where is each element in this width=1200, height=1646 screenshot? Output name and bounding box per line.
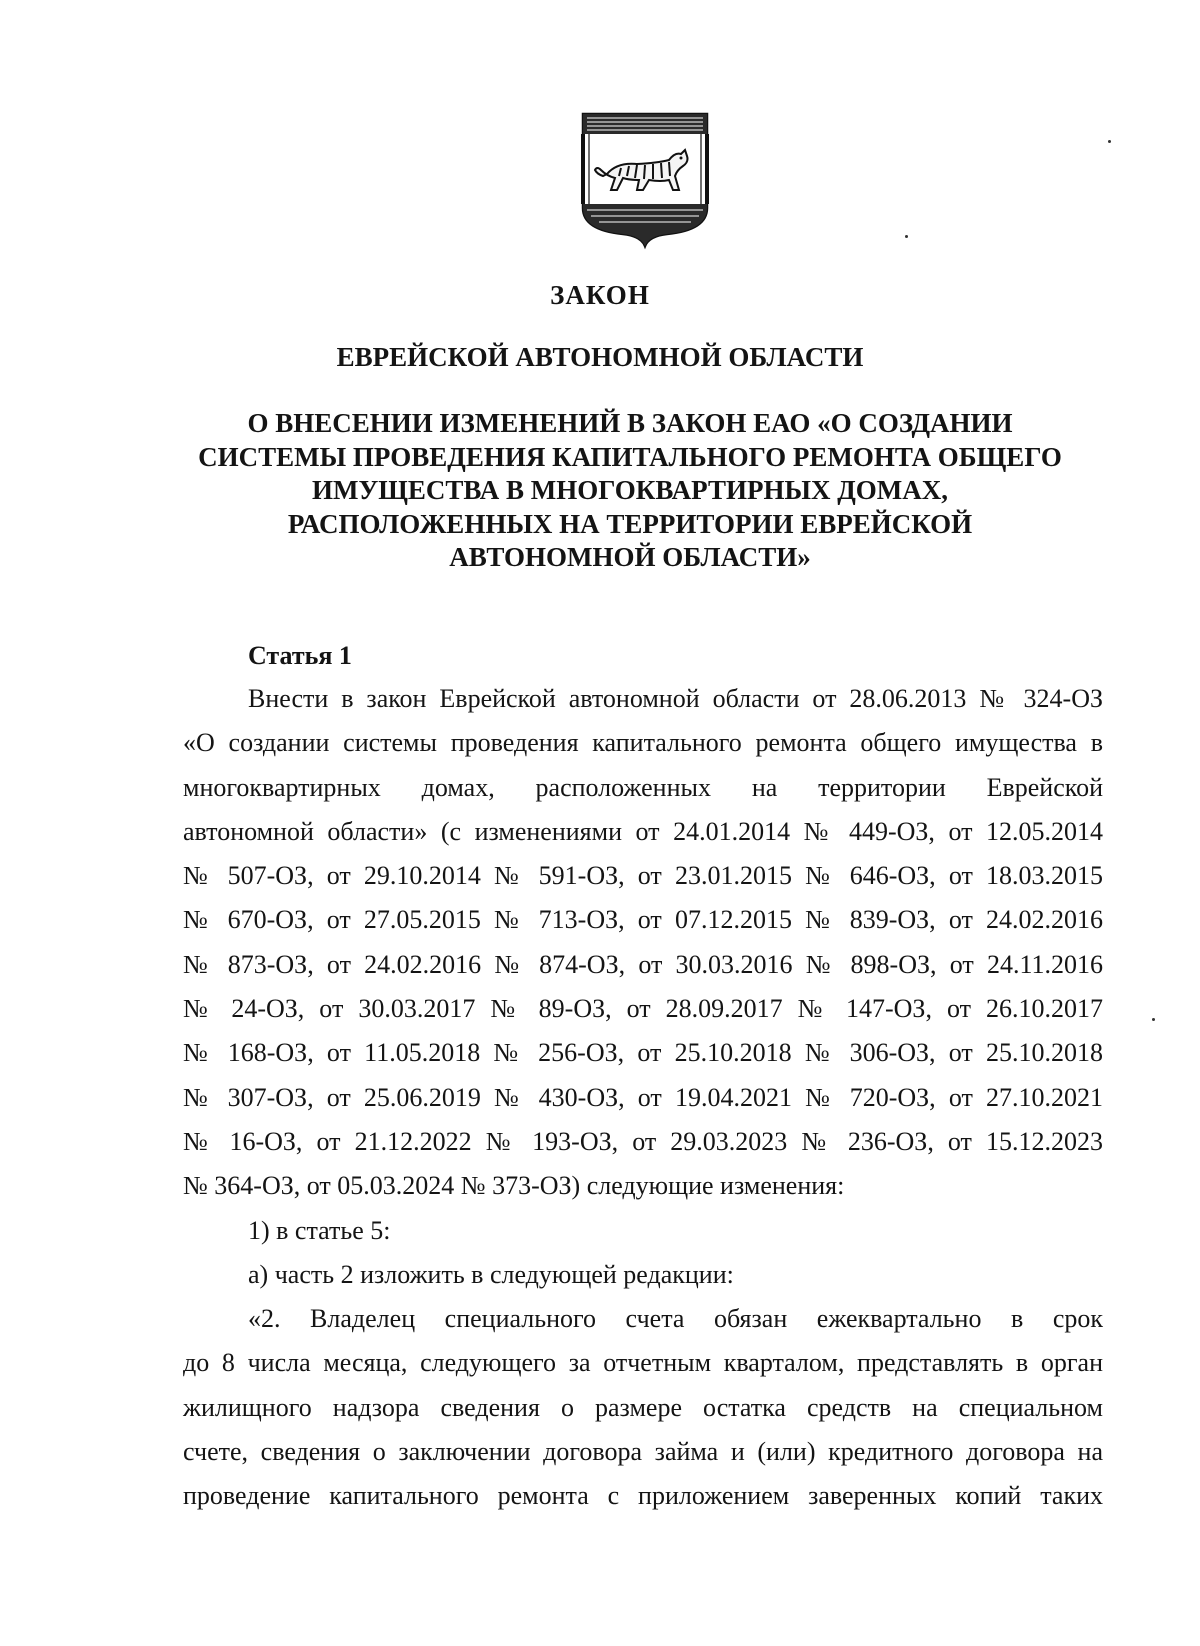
scan-speck	[905, 235, 908, 238]
paragraph-line: № 873-ОЗ, от 24.02.2016 № 874-ОЗ, от 30.03.2016 № 898-ОЗ, от 24.11.2016	[183, 949, 1103, 979]
region-heading: ЕВРЕЙСКОЙ АВТОНОМНОЙ ОБЛАСТИ	[336, 342, 864, 372]
quote-line: «2. Владелец специального счета обязан ежеквартально в срок	[248, 1304, 1103, 1334]
scan-speck	[1108, 140, 1111, 143]
quote-line: счете, сведения о заключении договора займа и (или) кредитного договора на	[183, 1437, 1103, 1467]
article-body	[183, 677, 1103, 1519]
law-title-line: АВТОНОМНОЙ ОБЛАСТИ»	[449, 542, 811, 572]
quote-line: жилищного надзора сведения о размере остатка средств на специальном	[183, 1392, 1103, 1422]
list-item: а) часть 2 изложить в следующей редакции:	[248, 1259, 734, 1289]
paragraph-line: № 670-ОЗ, от 27.05.2015 № 713-ОЗ, от 07.12.2015 № 839-ОЗ, от 24.02.2016	[183, 905, 1103, 935]
paragraph-line: № 307-ОЗ, от 25.06.2019 № 430-ОЗ, от 19.04.2021 № 720-ОЗ, от 27.10.2021	[183, 1082, 1103, 1112]
list-item: 1) в статье 5:	[248, 1215, 391, 1245]
law-title-line: О ВНЕСЕНИИ ИЗМЕНЕНИЙ В ЗАКОН ЕАО «О СОЗДАНИИ	[247, 408, 1013, 438]
paragraph-line: многоквартирных домах, расположенных на территории Еврейской	[183, 772, 1103, 802]
paragraph-line: № 168-ОЗ, от 11.05.2018 № 256-ОЗ, от 25.10.2018 № 306-ОЗ, от 25.10.2018	[183, 1038, 1103, 1068]
paragraph-line: № 364-ОЗ, от 05.03.2024 № 373-ОЗ) следующие изменения:	[183, 1171, 845, 1201]
law-title	[180, 407, 1080, 575]
quote-line: до 8 числа месяца, следующего за отчетным кварталом, представлять в орган	[183, 1348, 1103, 1378]
paragraph-line: «О создании системы проведения капитального ремонта общего имущества в	[183, 728, 1103, 758]
quote-line: проведение капитального ремонта с приложением заверенных копий таких	[183, 1481, 1103, 1511]
document-type-heading: ЗАКОН	[550, 280, 650, 310]
law-title-line: ИМУЩЕСТВА В МНОГОКВАРТИРНЫХ ДОМАХ,	[311, 475, 949, 505]
paragraph-line: № 24-ОЗ, от 30.03.2017 № 89-ОЗ, от 28.09.2017 № 147-ОЗ, от 26.10.2017	[183, 994, 1103, 1024]
article-heading: Статья 1	[248, 641, 352, 670]
scan-speck	[1152, 1018, 1155, 1021]
paragraph-line: Внести в закон Еврейской автономной области от 28.06.2013 № 324-ОЗ	[248, 684, 1103, 713]
paragraph-line: № 507-ОЗ, от 29.10.2014 № 591-ОЗ, от 23.01.2015 № 646-ОЗ, от 18.03.2015	[183, 861, 1103, 891]
law-title-line: РАСПОЛОЖЕННЫХ НА ТЕРРИТОРИИ ЕВРЕЙСКОЙ	[287, 508, 973, 539]
coat-of-arms-tiger-emblem	[577, 108, 713, 252]
law-title-line: СИСТЕМЫ ПРОВЕДЕНИЯ КАПИТАЛЬНОГО РЕМОНТА ОБЩЕГО	[198, 441, 1062, 472]
paragraph-line: автономной области» (с изменениями от 24.01.2014 № 449-ОЗ, от 12.05.2014	[183, 816, 1103, 846]
paragraph-line: № 16-ОЗ, от 21.12.2022 № 193-ОЗ, от 29.03.2023 № 236-ОЗ, от 15.12.2023	[183, 1126, 1103, 1156]
